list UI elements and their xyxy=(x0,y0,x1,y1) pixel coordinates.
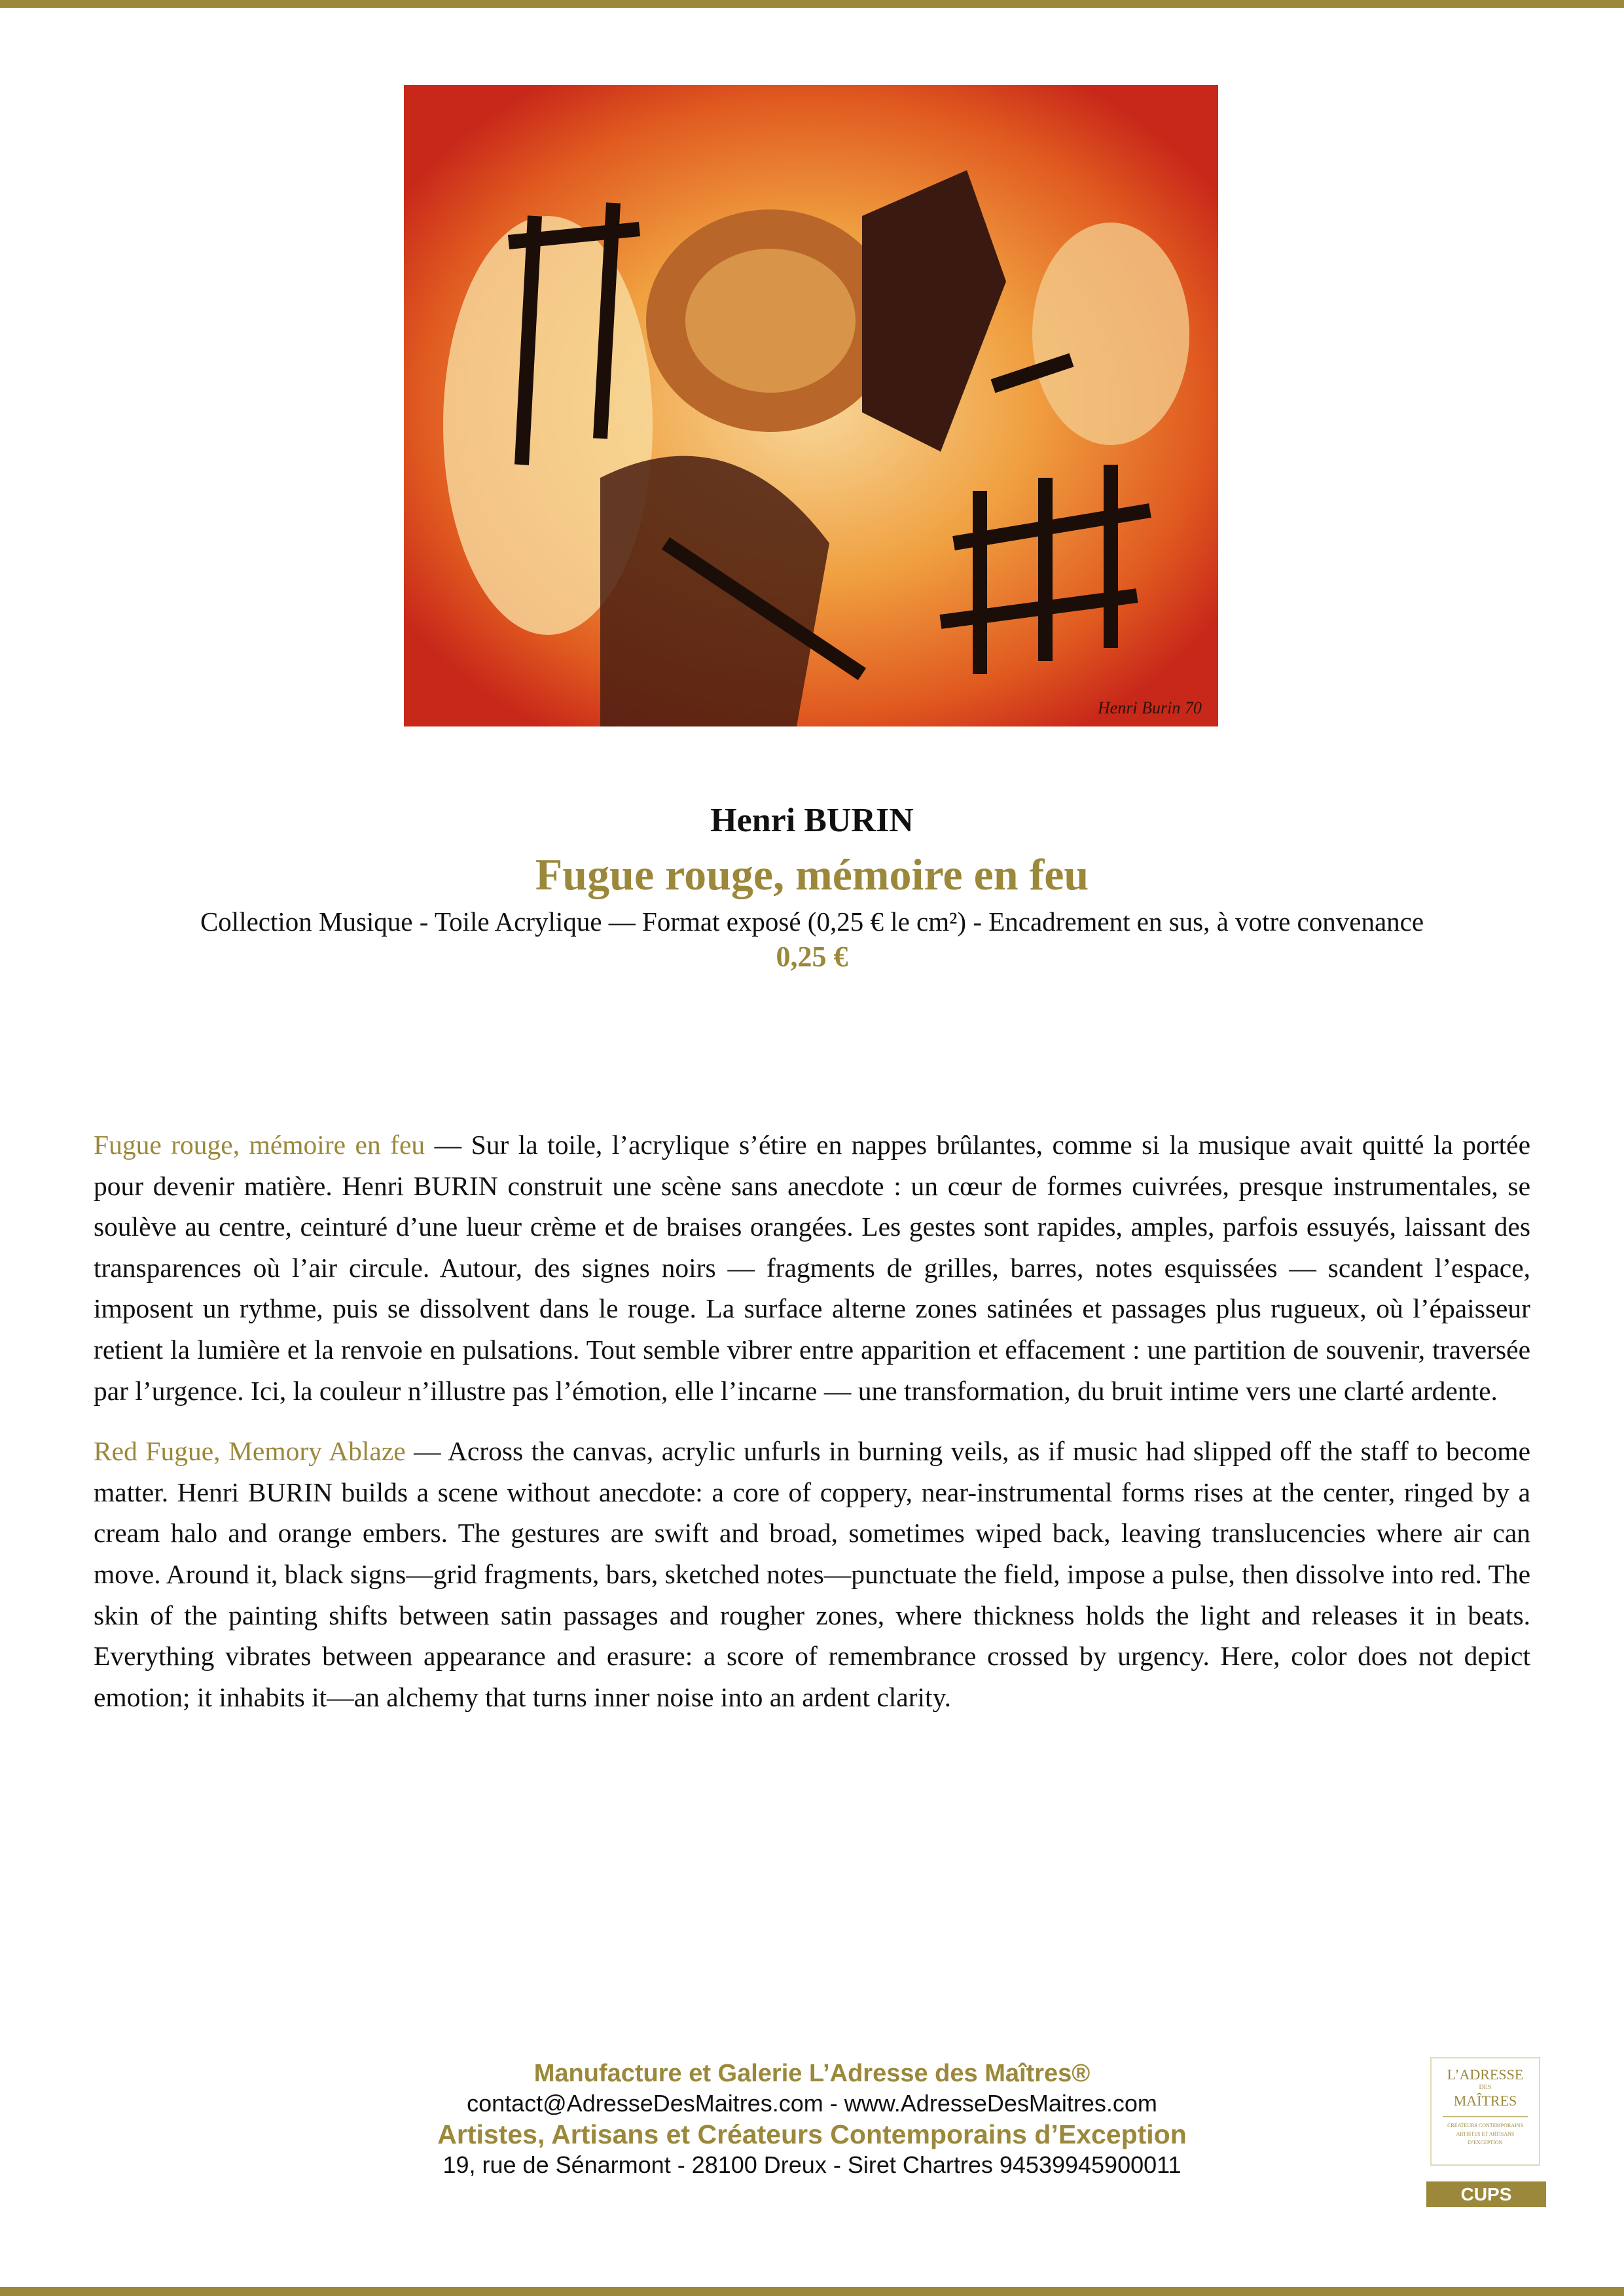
top-border xyxy=(0,0,1624,8)
cups-badge: CUPS xyxy=(1426,2181,1546,2207)
artwork-price: 0,25 € xyxy=(776,941,848,973)
footer-address: 19, rue de Sénarmont - 28100 Dreux - Siret Chartres 94539945900011 xyxy=(442,2151,1182,2178)
description-fr xyxy=(94,1124,1530,1411)
painting-signature: Henri Burin 70 xyxy=(1098,698,1202,717)
logo-line3: MAÎTRES xyxy=(1453,2092,1517,2109)
logo-small3: D’EXCEPTION xyxy=(1468,2140,1503,2145)
artwork-title: Fugue rouge, mémoire en feu xyxy=(535,850,1089,899)
logo-divider xyxy=(1443,2116,1528,2117)
logo-line2: DES xyxy=(1479,2084,1492,2091)
bottom-border xyxy=(0,2287,1624,2296)
footer xyxy=(0,2058,1624,2180)
footer-company: Manufacture et Galerie L’Adresse des Maîtres® xyxy=(533,2060,1091,2087)
description xyxy=(94,1124,1530,1737)
artwork-image xyxy=(404,85,1218,726)
gallery-logo xyxy=(1430,2057,1540,2166)
description-fr-lead: Fugue rouge, mémoire en feu xyxy=(94,1130,425,1160)
artwork-details: Collection Musique - Toile Acrylique — Format exposé (0,25 € le cm²) - Encadrement en sus, à votre convenance xyxy=(200,906,1424,937)
footer-tagline: Artistes, Artisans et Créateurs Contemporains d’Exception xyxy=(437,2119,1187,2149)
logo-small2: ARTISTES ET ARTISANS xyxy=(1456,2131,1515,2137)
artist-name: Henri BURIN xyxy=(710,802,914,839)
logo-line1: L’ADRESSE xyxy=(1447,2066,1524,2083)
footer-contact: contact@AdresseDesMaitres.com - www.AdresseDesMaitres.com xyxy=(467,2090,1157,2117)
description-en xyxy=(94,1431,1530,1717)
description-fr-text: — Sur la toile, l’acrylique s’étire en nappes brûlantes, comme si la musique avait quitté la portée pour devenir matière. Henri BURIN construit une scène sans anecdote : un cœur de formes cuivrées, presque instrumentales, se soulève au centre, ceinturé d’une lueur crème et de braises orangées. Les gestes sont rapides, amples, parfois essuyés, laissant des transparences où l’air circule. Autour, des signes noirs — fragments de grilles, barres, notes esquissées — scandent l’espace, imposent un rythme, puis se dissolvent dans le rouge. La surface alterne zones satinées et passages plus rugueux, où l’épaisseur retient la lumière et la renvoie en pulsations. Tout semble vibrer entre apparition et effacement : une partition de souvenir, traversée par l’urgence. Ici, la couleur n’illustre pas l’émotion, elle l’incarne — une transformation, du bruit intime vers une clarté ardente. xyxy=(94,1130,1530,1406)
artwork-header xyxy=(39,800,1585,975)
description-en-lead: Red Fugue, Memory Ablaze xyxy=(94,1436,406,1467)
description-en-text: — Across the canvas, acrylic unfurls in burning veils, as if music had slipped off the staff to become matter. Henri BURIN builds a scene without anecdote: a core of coppery, near-instrumental forms rises at the center, ringed by a cream halo and orange embers. The gestures are swift and broad, sometimes wiped back, leaving translucencies where air can move. Around it, black signs—grid fragments, bars, sketched notes—punctuate the field, impose a pulse, then dissolve into red. The skin of the painting shifts between satin passages and rougher zones, where thickness holds the light and releases it in beats. Everything vibrates between appearance and erasure: a score of remembrance crossed by urgency. Here, color does not depict emotion; it inhabits it—an alchemy that turns inner noise into an ardent clarity. xyxy=(94,1436,1531,1712)
logo-small1: CRÉATEURS CONTEMPORAINS xyxy=(1447,2123,1523,2128)
